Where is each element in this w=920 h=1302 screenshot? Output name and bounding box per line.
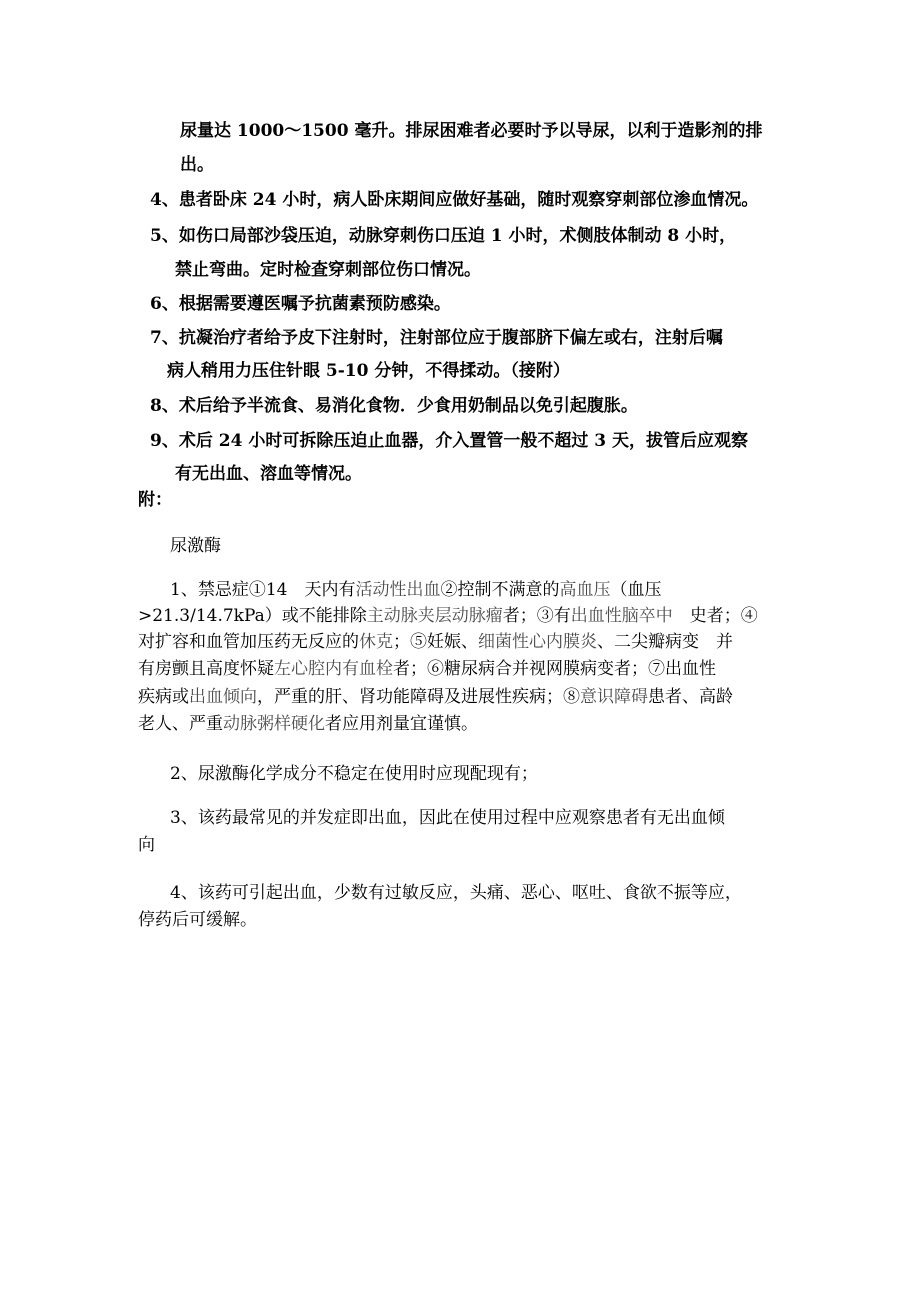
p1-l2c: 者；③有 <box>502 606 571 626</box>
p1-l2e: 史者；④ <box>672 606 758 626</box>
p4-line2: 停药后可缓解。 <box>138 910 257 930</box>
p1-l3b: 休克 <box>359 632 393 652</box>
item7-line1: 7、抗凝治疗者给予皮下注射时，注射部位应于腹部脐下偏左或右，注射后嘱 <box>150 328 723 348</box>
p3-line2: 向 <box>138 835 155 855</box>
p4-line1: 4、该药可引起出血，少数有过敏反应，头痛、恶心、呕吐、食欲不振等应， <box>170 883 742 903</box>
p1-l1c: ②控制不满意的 <box>440 580 560 600</box>
item9-line2: 有无出血、溶血等情况。 <box>175 464 362 484</box>
p1-l5e: 患者、高龄 <box>648 687 733 707</box>
p1-line6 <box>138 712 478 736</box>
p1-l2b: 主动脉夹层动脉瘤 <box>366 606 503 626</box>
p1-line4 <box>138 657 716 681</box>
p1-l4b: 左心腔内有血栓 <box>274 659 393 679</box>
p1-l3a: 对扩容和血管加压药无反应的 <box>138 632 359 652</box>
item8: 8、术后给予半流食、易消化食物．少食用奶制品以免引起腹胀。 <box>150 396 638 416</box>
p1-line5 <box>138 685 733 709</box>
p1-l4c: 者；⑥糖尿病合并视网膜病变者；⑦出血性 <box>393 659 716 679</box>
p1-l3d: 细菌性心内膜炎 <box>478 632 597 652</box>
appendix-label: 附： <box>138 490 172 510</box>
item6: 6、根据需要遵医嘱予抗菌素预防感染。 <box>150 294 451 314</box>
p2: 2、尿激酶化学成分不稳定在使用时应现配现有； <box>170 764 538 784</box>
p1-line1 <box>170 578 661 602</box>
item3-continued-line1: 尿量达 1000～1500 毫升。排尿困难者必要时予以导尿，以利于造影剂的排 <box>180 121 763 141</box>
p1-l3e: 、二尖瓣病变 并 <box>597 632 733 652</box>
item5-line1: 5、如伤口局部沙袋压迫，动脉穿刺伤口压迫 1 小时，术侧肢体制动 8 小时， <box>150 226 737 246</box>
p1-l1d: 高血压 <box>559 580 611 600</box>
p1-l5c: ，严重的肝、肾功能障碍及进展性疾病；⑧ <box>257 687 580 707</box>
p1-line3 <box>138 630 733 654</box>
item3-continued-line2: 出。 <box>180 155 214 175</box>
p1-l6b: 动脉粥样硬化 <box>223 714 325 734</box>
p1-l6a: 老人、严重 <box>138 714 223 734</box>
p1-l5a: 疾病或 <box>138 687 189 707</box>
p1-l1a: 1、禁忌症①14 天内有 <box>170 580 356 600</box>
item4: 4、患者卧床 24 小时，病人卧床期间应做好基础，随时观察穿刺部位渗血情况。 <box>150 190 759 210</box>
p1-l5b: 出血倾向 <box>189 687 257 707</box>
item5-line2: 禁止弯曲。定时检查穿刺部位伤口情况。 <box>175 260 481 280</box>
p3-line1: 3、该药最常见的并发症即出血，因此在使用过程中应观察患者有无出血倾 <box>170 808 725 828</box>
p1-l1b: 活动性出血 <box>355 580 441 600</box>
p1-l1e: （血压 <box>610 580 662 600</box>
p1-l4a: 有房颤且高度怀疑 <box>138 659 274 679</box>
p1-l3c: ；⑤妊娠、 <box>393 632 478 652</box>
item9-line1: 9、术后 24 小时可拆除压迫止血器，介入置管一般不超过 3 天，拔管后应观察 <box>150 431 748 451</box>
p1-line2 <box>138 604 758 628</box>
p1-l5d: 意识障碍 <box>580 687 648 707</box>
drug-title: 尿激酶 <box>170 536 221 556</box>
p1-l2a: >21.3/14.7kPa）或不能排除 <box>138 606 367 626</box>
item7-line2: 病人稍用力压住针眼 5-10 分钟，不得揉动。（接附） <box>167 361 570 381</box>
p1-l2d: 出血性脑卒中 <box>570 606 673 626</box>
p1-l6c: 者应用剂量宜谨慎。 <box>325 714 478 734</box>
